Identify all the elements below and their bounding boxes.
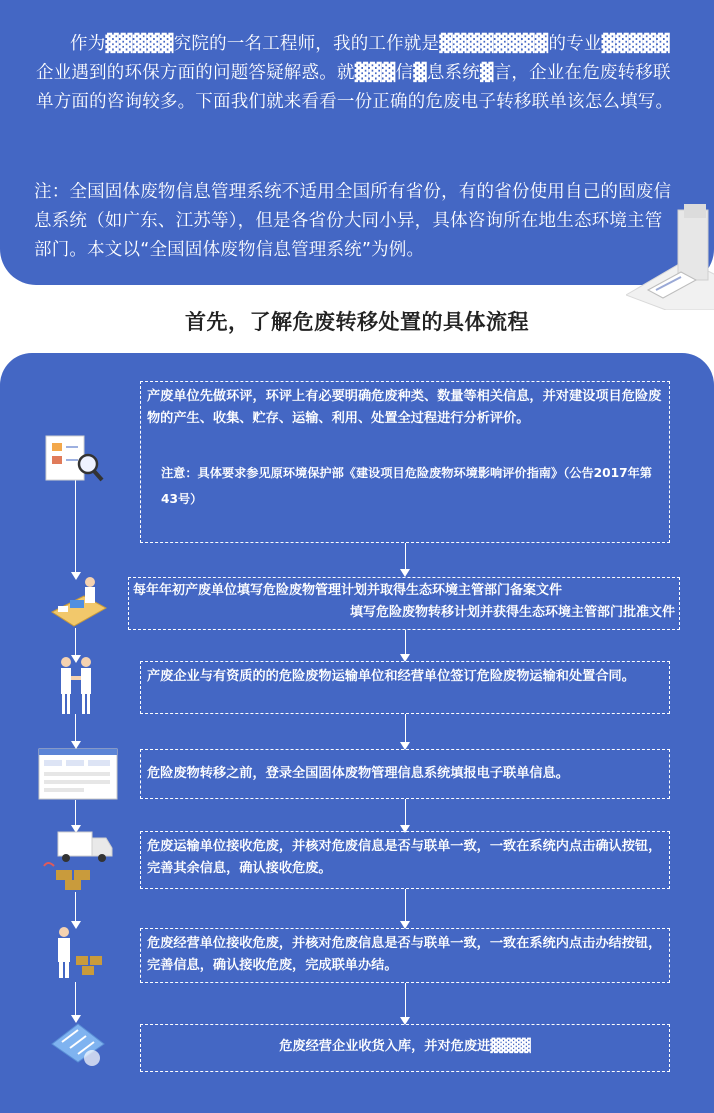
connector-line [405,983,406,1019]
flow-step-5 [140,831,670,889]
connector-line [405,630,406,656]
spine-line [75,982,76,1018]
connector-line [405,799,406,827]
spine-line [75,480,76,575]
connector-arrow [400,569,410,577]
desk-illustration-icon [626,200,714,310]
flow-step-text: 危险废物转移之前，登录全国固体废物管理信息系统填报电子联单信息。 [147,766,569,781]
intro-card [0,0,714,285]
flow-step-7 [140,1024,670,1072]
intro-note: 注：全国固体废物信息管理系统不适用全国所有省份，有的省份使用自己的固废信息系统（如广东、江苏等），但是各省份大同小异，具体咨询所在地生态环境主管部门。本文以“全国固体废物信息管理系统”为例。 [34,182,672,260]
spine-line [75,892,76,924]
intro-paragraph: 作为▓▓▓▓▓究院的一名工程师，我的工作就是▓▓▓▓▓▓▓▓的专业▓▓▓▓▓企业遇到的环保方面的问题答疑解惑。就▓▓▓信▓息系统▓言，企业在危废转移联单方面的咨询较多。下面我们就来看看一份正确的危废电子转移联单该怎么填写。 [36,34,674,112]
flow-step-4 [140,749,670,799]
computer-window-icon [38,748,118,800]
document-magnifier-icon [44,434,106,484]
flow-step-text: 产废企业与有资质的的危险废物运输单位和经营单位签订危险废物运输和处置合同。 [147,669,635,684]
truck-icon [40,830,114,892]
connector-line [405,889,406,923]
flow-step-text: 危废经营企业收货入库，并对危废进▓▓▓▓ [279,1039,531,1054]
handshake-icon [56,656,96,716]
flow-step-note: 注意：具体要求参见原环境保护部《建设项目危险废物环境影响评价指南》（公告2017年第43号） [161,466,652,506]
connector-line [405,714,406,744]
worker-boxes-icon [52,926,106,980]
flow-step-1 [140,381,670,543]
spine-line [75,628,76,658]
flow-step-6 [140,928,670,983]
section-heading: 首先，了解危废转移处置的具体流程 [185,310,529,334]
flow-step-text: 产废单位先做环评，环评上有必要明确危废种类、数量等相关信息，并对建设项目危险废物的产生、收集、贮存、运输、利用、处置全过程进行分析评价。 [147,389,662,426]
flow-step-text: 危废运输单位接收危废，并核对危废信息是否与联单一致，一致在系统内点击确认按钮，完善其余信息，确认接收危废。 [147,839,662,876]
spine-line [75,800,76,828]
flow-step-2 [128,577,680,630]
connector-line [405,543,406,571]
flow-step-line: 填写危险废物转移计划并获得生态环境主管部门批准文件 [349,605,675,620]
spine-line [75,714,76,744]
desk-worker-icon [50,576,108,628]
flow-step-text: 危废经营单位接收危废，并核对危废信息是否与联单一致，一致在系统内点击办结按钮，完善信息，确认接收危废，完成联单办结。 [147,936,662,973]
warehouse-icon [48,1018,108,1066]
flow-step-line: 每年年初产废单位填写危险废物管理计划并取得生态环境主管部门备案文件 [133,583,563,598]
flow-step-3 [140,661,670,714]
